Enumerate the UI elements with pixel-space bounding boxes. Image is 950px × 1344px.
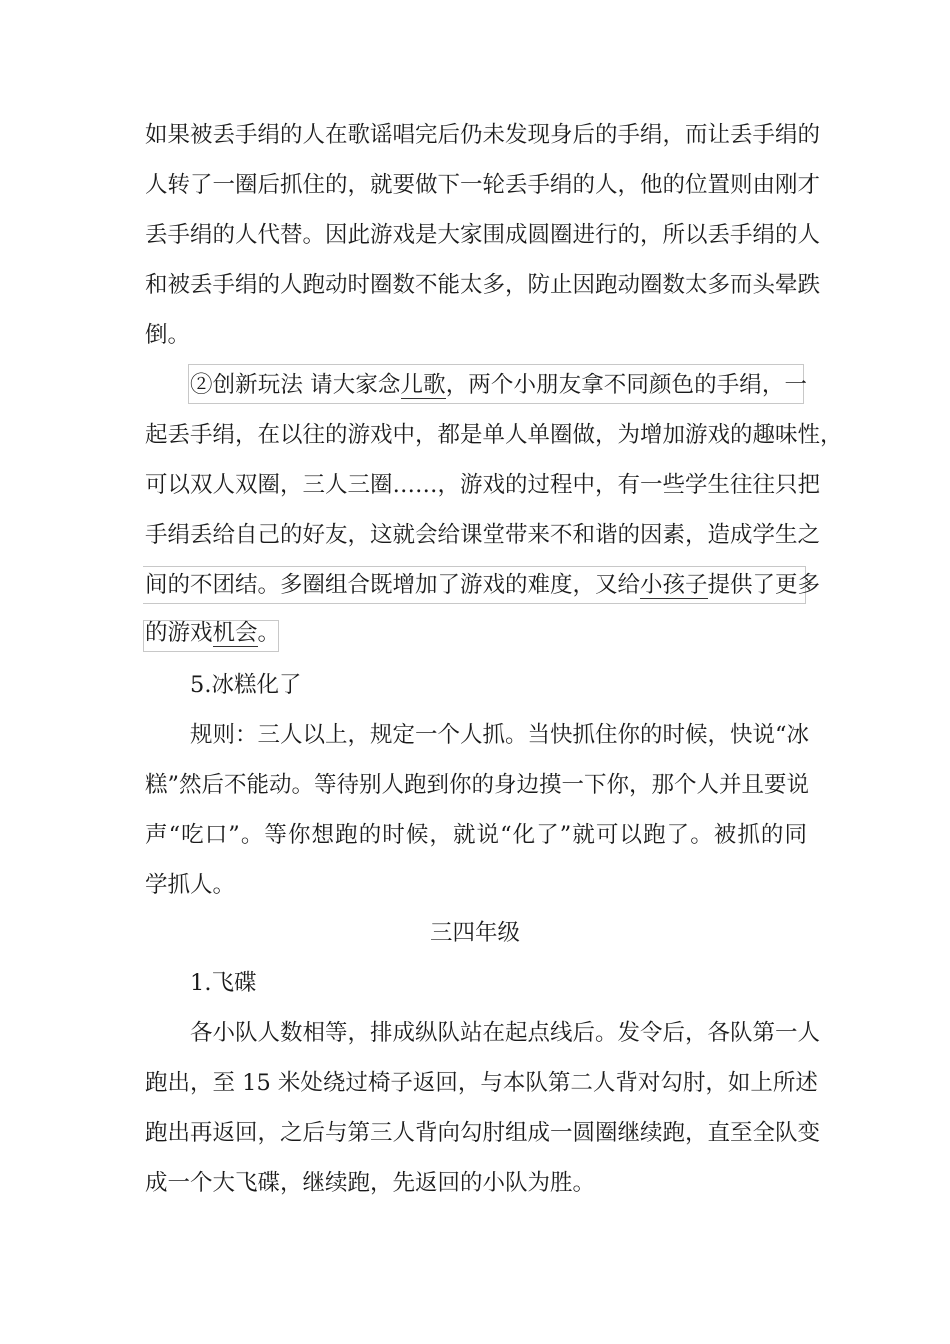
paragraph-2-text: ，两个小朋友拿不同颜色的手绢，一	[445, 372, 807, 398]
section-1-line-4: 成一个大飞碟，继续跑，先返回的小队为胜。	[145, 1170, 596, 1196]
underlined-word: 儿歌	[400, 372, 446, 398]
paragraph-2-line-6	[145, 608, 807, 658]
paragraph-2-text: 的游戏	[145, 620, 213, 646]
section-1-line-3: 跑出再返回，之后与第三人背向勾肘组成一圆圈继续跑，直至全队变	[145, 1120, 821, 1146]
paragraph-1-line-2: 人转了一圈后抓住的，就要做下一轮丢手绢的人，他的位置则由刚才	[145, 172, 821, 198]
section-1-line-1: 各小队人数相等，排成纵队站在起点线后。发令后，各队第一人	[190, 1020, 821, 1046]
paragraph-2-line-4: 手绢丢给自己的好友，这就会给课堂带来不和谐的因素，造成学生之	[145, 522, 821, 548]
section-5-heading: 5.冰糕化了	[190, 672, 302, 698]
section-1-heading: 1.飞碟	[190, 970, 257, 996]
paragraph-1-line-3: 丢手绢的人代替。因此游戏是大家围成圆圈进行的，所以丢手绢的人	[145, 222, 821, 248]
paragraph-2-text: 间的不团结。多圈组合既增加了游戏的难度，又给	[145, 572, 641, 598]
paragraph-2-line-3: 可以双人双圈，三人三圈……，游戏的过程中，有一些学生往往只把	[145, 472, 821, 498]
underlined-word: 小孩子	[640, 572, 708, 598]
section-5-line-3: 声“吃口”。等你想跑的时候，就说“化了”就可以跑了。被抓的同	[145, 822, 807, 848]
grade-heading: 三四年级	[429, 920, 520, 946]
underlined-word: 机会	[212, 620, 258, 646]
paragraph-1-line-5: 倒。	[145, 322, 191, 348]
paragraph-2-text: 。	[257, 620, 281, 646]
section-1-line-2: 跑出，至 15 米处绕过椅子返回，与本队第二人背对勾肘，如上所述	[145, 1070, 818, 1096]
paragraph-2-line-5	[145, 560, 821, 610]
paragraph-2-line-2: 起丢手绢，在以往的游戏中，都是单人单圈做，为增加游戏的趣味性，	[145, 422, 843, 448]
paragraph-2-text: ②创新玩法 请大家念	[190, 372, 401, 398]
section-5-line-2: 糕”然后不能动。等待别人跑到你的身边摸一下你，那个人并且要说	[145, 772, 810, 798]
paragraph-2-text: 提供了更多	[707, 572, 821, 598]
section-5-line-1: 规则：三人以上，规定一个人抓。当快抓住你的时候，快说“冰	[190, 722, 810, 748]
section-5-line-4: 学抓人。	[145, 872, 236, 898]
paragraph-1-line-4: 和被丢手绢的人跑动时圈数不能太多，防止因跑动圈数太多而头晕跌	[145, 272, 821, 298]
paragraph-1-line-1: 如果被丢手绢的人在歌谣唱完后仍未发现身后的手绢，而让丢手绢的	[145, 122, 821, 148]
paragraph-2-line-1	[145, 360, 807, 410]
